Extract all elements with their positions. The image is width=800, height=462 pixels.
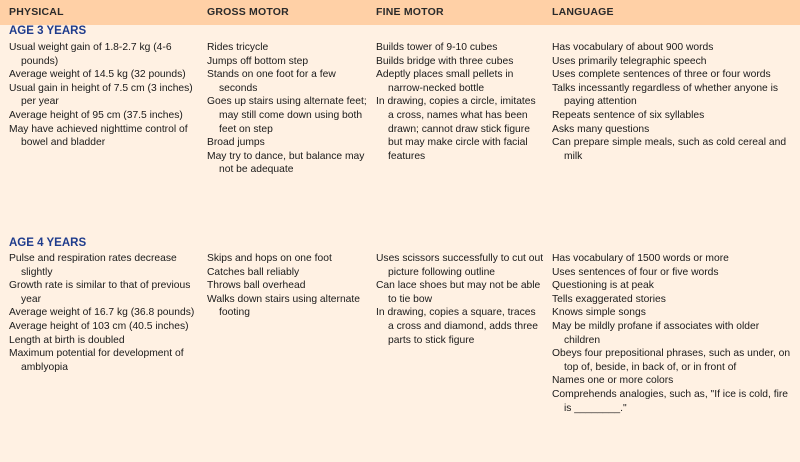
age-heading: AGE 4 YEARS — [9, 237, 87, 249]
list-item: Jumps off bottom step — [207, 55, 309, 67]
age-heading: AGE 3 YEARS — [9, 25, 87, 37]
list-item: Can lace shoes but may not be able to tie bow — [376, 280, 541, 305]
list-item: Rides tricycle — [207, 42, 269, 53]
list-item: Usual weight gain of 1.8-2.7 kg (4-6 pounds) — [9, 42, 172, 67]
list-item: Uses complete sentences of three or four words — [552, 69, 771, 81]
physical-column — [9, 252, 197, 374]
list-item: Builds tower of 9-10 cubes — [376, 42, 498, 53]
list-item: Adeptly places small pellets in narrow-necked bottle — [376, 69, 514, 94]
list-item: Asks many questions — [552, 123, 650, 135]
list-item: Comprehends analogies, such as, "If ice is cold, fire is ________." — [552, 388, 789, 414]
fine-motor-column — [376, 252, 544, 347]
list-item: In drawing, copies a square, traces a cross and diamond, adds three parts to stick figure — [376, 307, 538, 346]
gross-motor-column — [207, 41, 367, 177]
list-item: Goes up stairs using alternate feet; may still come down using both feet on step — [207, 96, 367, 135]
table-header — [0, 0, 800, 26]
list-item: Has vocabulary of about 900 words — [552, 42, 714, 53]
language-column — [552, 252, 796, 415]
list-item: Knows simple songs — [552, 307, 646, 319]
header-language: LANGUAGE — [552, 6, 614, 18]
list-item: Average height of 95 cm (37.5 inches) — [9, 109, 183, 121]
list-item: Tells exaggerated stories — [552, 293, 666, 305]
list-item: Catches ball reliably — [207, 266, 300, 278]
list-item: May try to dance, but balance may not be adequate — [207, 150, 365, 176]
list-item: Can prepare simple meals, such as cold cereal and milk — [552, 137, 787, 162]
physical-column — [9, 41, 197, 150]
list-item: Walks down stairs using alternate footing — [207, 293, 360, 319]
list-item: Maximum potential for development of amblyopia — [9, 348, 184, 373]
list-item: Obeys four prepositional phrases, such as under, on top of, beside, in back of, or in front of — [552, 348, 791, 373]
list-item: Length at birth is doubled — [9, 334, 125, 346]
list-item: May have achieved nighttime control of bowel and bladder — [9, 123, 188, 149]
list-item: In drawing, copies a circle, imitates a cross, names what has been drawn; cannot draw stick figure but may make circle with facial features — [376, 96, 536, 162]
gross-motor-column — [207, 252, 367, 320]
list-item: Stands on one foot for a few seconds — [207, 69, 336, 94]
list-item: Average weight of 16.7 kg (36.8 pounds) — [9, 307, 195, 319]
list-item: Repeats sentence of six syllables — [552, 109, 705, 121]
header-physical: PHYSICAL — [9, 6, 64, 18]
list-item: Average weight of 14.5 kg (32 pounds) — [9, 69, 186, 81]
list-item: Pulse and respiration rates decrease slightly — [9, 253, 177, 278]
list-item: Uses scissors successfully to cut out picture following outline — [376, 253, 544, 278]
language-column — [552, 41, 796, 163]
list-item: May be mildly profane if associates with older children — [552, 320, 760, 346]
list-item: Throws ball overhead — [207, 280, 306, 292]
list-item: Skips and hops on one foot — [207, 253, 332, 264]
list-item: Builds bridge with three cubes — [376, 55, 514, 67]
list-item: Average height of 103 cm (40.5 inches) — [9, 320, 189, 332]
list-item: Usual gain in height of 7.5 cm (3 inches) per year — [9, 82, 193, 108]
list-item: Broad jumps — [207, 137, 265, 149]
list-item: Talks incessantly regardless of whether anyone is paying attention — [552, 82, 779, 108]
list-item: Uses primarily telegraphic speech — [552, 55, 707, 67]
list-item: Has vocabulary of 1500 words or more — [552, 253, 729, 264]
list-item: Growth rate is similar to that of previous year — [9, 280, 191, 305]
header-fine-motor: FINE MOTOR — [376, 6, 444, 18]
list-item: Questioning is at peak — [552, 280, 654, 292]
list-item: Names one or more colors — [552, 375, 674, 387]
header-gross-motor: GROSS MOTOR — [207, 6, 289, 18]
list-item: Uses sentences of four or five words — [552, 266, 719, 278]
fine-motor-column — [376, 41, 544, 163]
